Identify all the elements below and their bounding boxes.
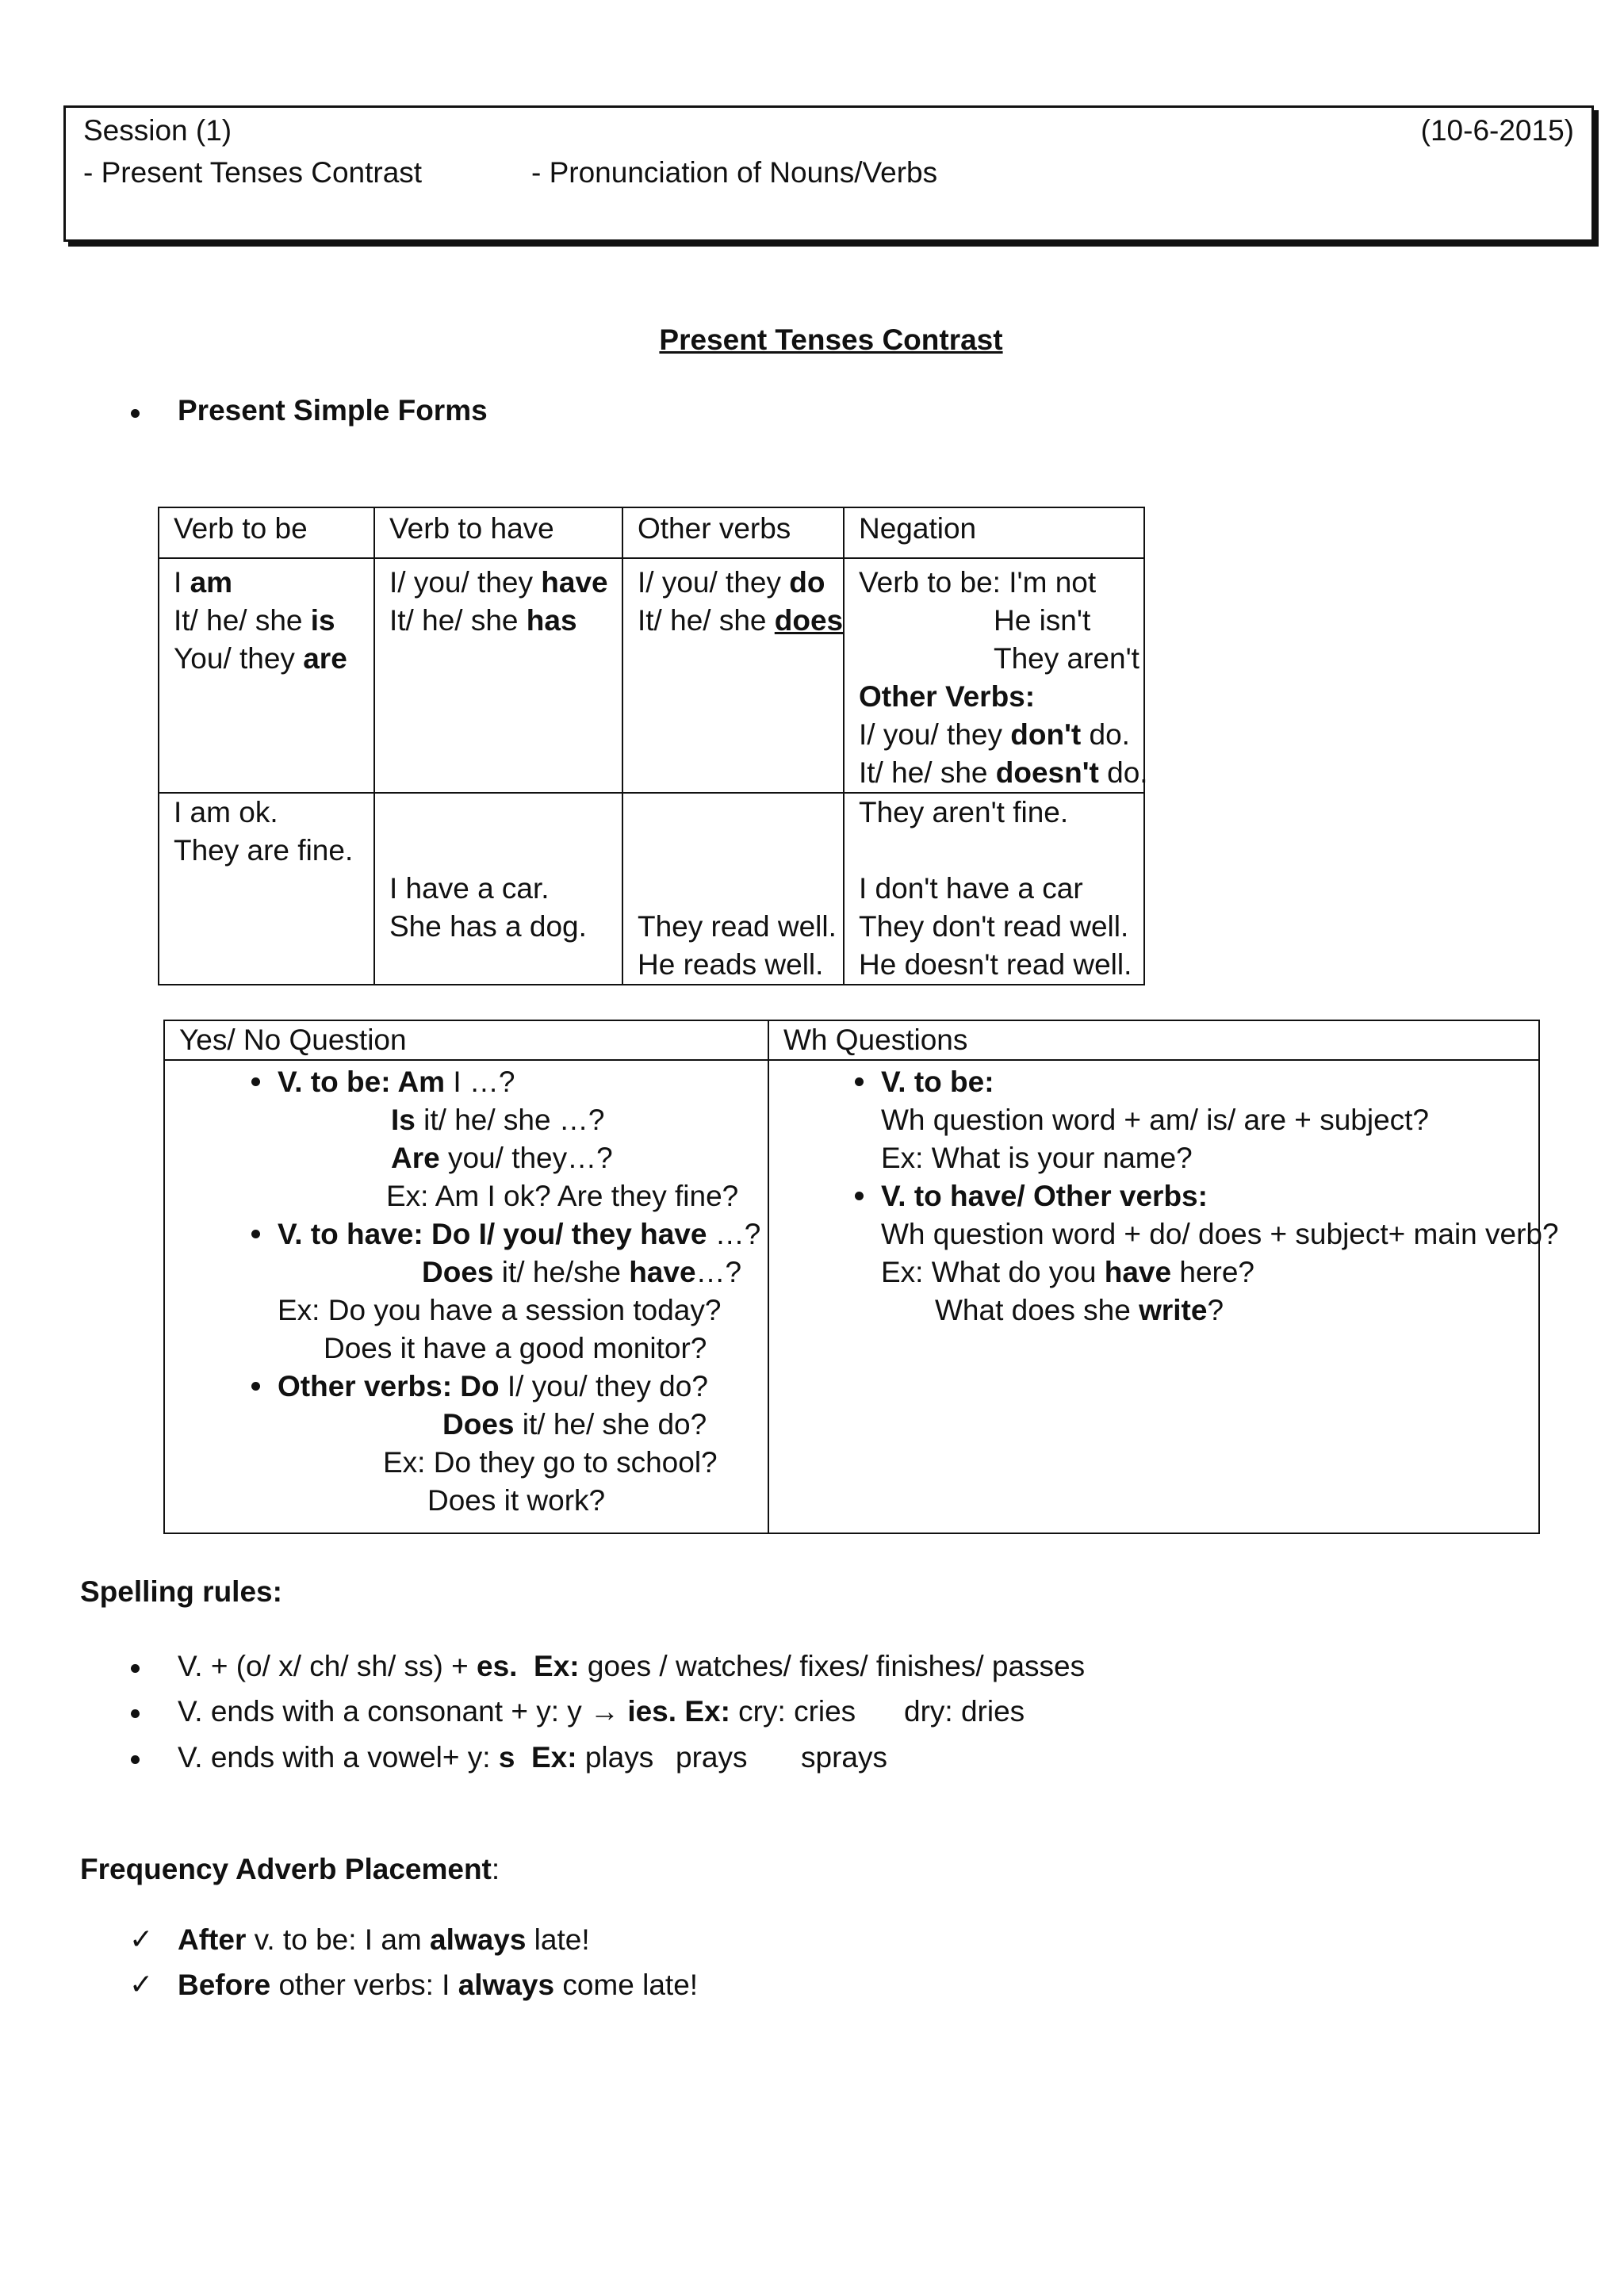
- frequency-rule-after: After v. to be: I am always late!: [178, 1923, 590, 1956]
- frequency-rule-before: Before other verbs: I always come late!: [178, 1969, 699, 2001]
- bullet-icon: [131, 1664, 140, 1673]
- spelling-rule-es: V. + (o/ x/ ch/ sh/ ss) + es. Ex: goes / watches/ fixes/ finishes/ passes: [178, 1650, 1086, 1682]
- frequency-adverb-heading: Frequency Adverb Placement:: [80, 1853, 500, 1885]
- table-header-row: [159, 507, 1144, 558]
- list-item: V. to be: Wh question word + am/ is/ are + subject? Ex: What is your name?: [881, 1063, 1524, 1177]
- spelling-rule-s: V. ends with a vowel+ y: s Ex: plays: [178, 1741, 654, 1774]
- session-label: Session (1): [83, 114, 232, 147]
- spelling-rules-heading: Spelling rules:: [80, 1575, 282, 1608]
- bullet-icon: [251, 1382, 260, 1391]
- list-item: V. to be: Am I …? Is it/ he/ she …? Are you/ they…? Ex: Am I ok? Are they fine?: [278, 1063, 753, 1215]
- verb-to-be-forms: I am It/ he/ she is You/ they are: [159, 558, 374, 793]
- session-header-box: [63, 105, 1594, 242]
- header-verb-to-have: Verb to have: [374, 507, 622, 558]
- bullet-icon: [251, 1230, 260, 1238]
- bullet-icon: [855, 1192, 864, 1200]
- negation-forms: Verb to be: I'm not He isn't They aren't Other Verbs: I/ you/ they don't do. It/ he/ she doesn't do.: [844, 558, 1144, 793]
- bullet-icon: [131, 1755, 140, 1764]
- table-row: [159, 793, 1144, 985]
- list-item: Other verbs: Do I/ you/ they do? Does it/ he/ she do? Ex: Do they go to school? Does it work?: [278, 1368, 753, 1520]
- header-yes-no-question: Yes/ No Question: [164, 1020, 768, 1060]
- page-title: Present Tenses Contrast: [659, 323, 1003, 356]
- negation-examples: They aren't fine. I don't have a car They don't read well. He doesn't read well.: [844, 793, 1144, 985]
- spelling-example-dries: dry: dries: [904, 1695, 1025, 1728]
- table-row: [159, 558, 1144, 793]
- header-other-verbs: Other verbs: [622, 507, 844, 558]
- other-verbs-examples: They read well. He reads well.: [622, 793, 844, 985]
- table-row: [164, 1060, 1539, 1533]
- spelling-rule-ies: V. ends with a consonant + y: y → ies. Ex: cry: cries: [178, 1695, 856, 1728]
- verb-to-be-examples: I am ok. They are fine.: [159, 793, 374, 985]
- bullet-icon: [131, 409, 140, 418]
- list-item: V. to have/ Other verbs: Wh question word + do/ does + subject+ main verb? Ex: What do you have here? What does she write?: [881, 1177, 1524, 1330]
- questions-table: [163, 1020, 1559, 1534]
- other-verbs-forms: I/ you/ they do It/ he/ she does: [622, 558, 844, 793]
- simple-forms-heading: Present Simple Forms: [178, 394, 488, 427]
- table-header-row: [164, 1020, 1539, 1060]
- topic-pronunciation: - Pronunciation of Nouns/Verbs: [531, 156, 938, 189]
- session-date: (10-6-2015): [1420, 114, 1574, 147]
- verb-to-have-forms: I/ you/ they have It/ he/ she has: [374, 558, 622, 793]
- header-wh-questions: Wh Questions: [768, 1020, 1539, 1060]
- checkmark-icon: ✓: [129, 1969, 154, 2001]
- wh-questions-cell: [768, 1060, 1559, 1533]
- bullet-icon: [855, 1077, 864, 1086]
- header-negation: Negation: [844, 507, 1144, 558]
- bullet-icon: [251, 1077, 260, 1086]
- spelling-example-prays: prays: [676, 1741, 748, 1774]
- list-item: V. to have: Do I/ you/ they have …? Does it/ he/she have…? Ex: Do you have a session today? Does it have a good monitor?: [278, 1215, 753, 1368]
- verb-to-have-examples: I have a car. She has a dog.: [374, 793, 622, 985]
- spelling-example-sprays: sprays: [801, 1741, 887, 1774]
- bullet-icon: [131, 1709, 140, 1718]
- yes-no-questions-cell: [164, 1060, 768, 1533]
- topic-present-tenses: - Present Tenses Contrast: [83, 156, 423, 189]
- header-verb-to-be: Verb to be: [159, 507, 374, 558]
- present-simple-forms-table: [158, 507, 1148, 985]
- checkmark-icon: ✓: [129, 1923, 154, 1956]
